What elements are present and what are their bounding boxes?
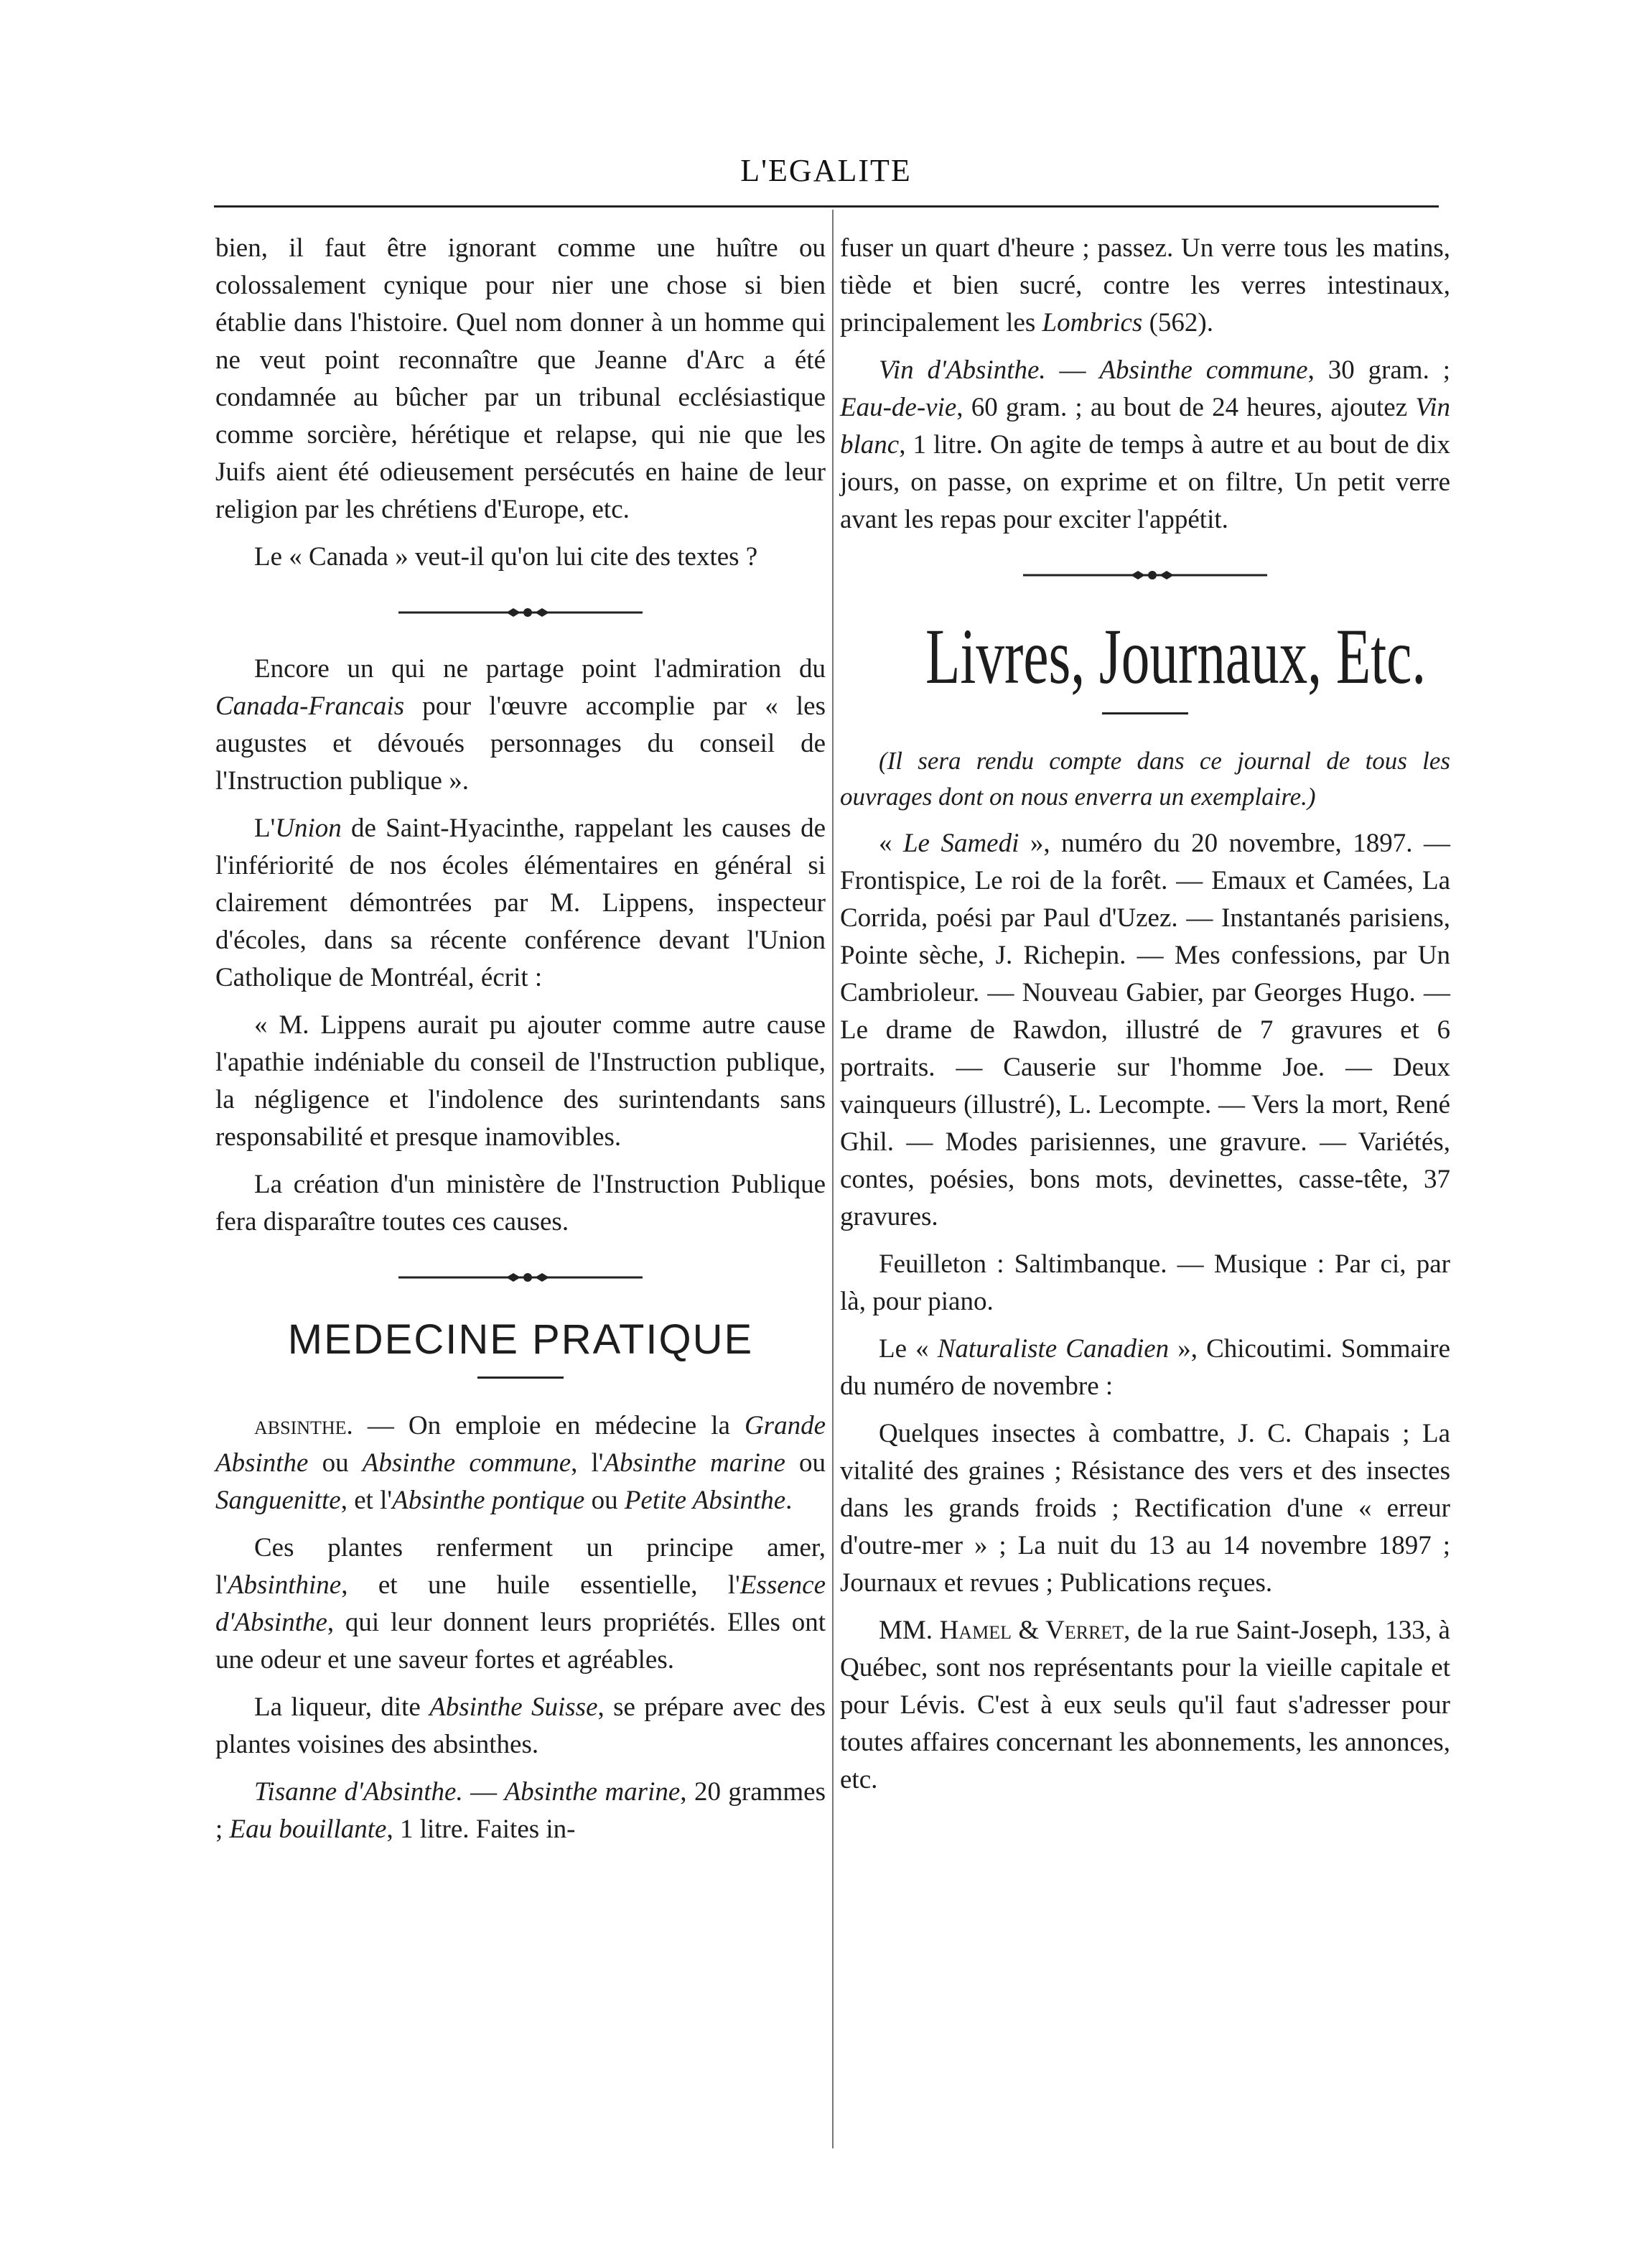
- paragraph-representants: MM. Hamel & Verret, de la rue Saint-Joseph, 133, à Québec, sont nos représentants pour la vieille capitale et pour Lévis. C'est à eux seuls qu'il faut s'adresser pour toutes affaires concernant les abonnements, les annonces, etc.: [840, 1616, 1451, 1794]
- paragraph-ministere: La création d'un ministère de l'Instruction Publique fera disparaître toutes ces causes.: [215, 1170, 826, 1236]
- paragraph-admiration: Encore un qui ne partage point l'admiration du Canada-Francais pour l'œuvre accomplie par « les augustes et dévoués personnages du conseil de l'Instruction publique ».: [215, 654, 826, 796]
- page-header-title: L'EGALITE: [740, 153, 912, 188]
- section-rule: [1102, 712, 1188, 714]
- section-title-livres: Livres, Journaux, Etc.: [925, 613, 1427, 700]
- ornament-divider-3: [1023, 564, 1267, 586]
- paragraph-le-samedi: « Le Samedi », numéro du 20 novembre, 1897. — Frontispice, Le roi de la forêt. — Emaux et Camées, La Corrida, poési par Paul d'Uzez. — Instantanés parisiens, Pointe sèche, J. Richepin. — Mes confessions, par Un Cambrioleur. — Nouveau Gabier, par Georges Hugo. — Le drame de Rawdon, illustré de 7 gravures et 6 portraits. — Causerie sur l'homme Joe. — Deux vainqueurs (illustré), L. Lecompte. — Vers la mort, René Ghil. — Modes parisiennes, une gravure. — Variétés, contes, poésies, bons mots, devinettes, casse-tête, 37 gravures.: [840, 829, 1450, 1231]
- paragraph-jeanne-darc: bien, il faut être ignorant comme une huître ou colossalement cynique pour nier une chose si bien établie dans l'histoire. Quel nom donner à un homme qui ne veut point reconnaître que Jeanne d'Arc a été condamnée au bûcher par un tribunal ecclésiastique comme sorcière, hérétique et relapse, qui nie que les Juifs aient été odieusement persécutés en haine de leur religion par les chrétiens d'Europe, etc.: [215, 233, 826, 524]
- paragraph-fuser: fuser un quart d'heure ; passez. Un verre tous les matins, tiède et bien sucré, contre les verres intestinaux, principalement les Lombrics (562).: [840, 233, 1450, 337]
- paragraph-vin-absinthe: Vin d'Absinthe. — Absinthe commune, 30 gram. ; Eau-de-vie, 60 gram. ; au bout de 24 heures, ajoutez Vin blanc, 1 litre. On agite de temps à autre et au bout de dix jours, on passe, on exprime et on filtre, Un petit verre avant les repas pour exciter l'appétit.: [840, 355, 1450, 534]
- paragraph-absinthe-principe: Ces plantes renferment un principe amer, l'Absinthine, et une huile essentielle, l'Essence d'Absinthe, qui leur donnent leurs propriétés. Elles ont une odeur et une saveur fortes et agréables.: [215, 1533, 826, 1675]
- review-notice: (Il sera rendu compte dans ce journal de tous les ouvrages dont on nous enverra un exemplaire.): [840, 747, 1450, 811]
- left-column: [215, 230, 826, 1858]
- paragraph-tisanne: Tisanne d'Absinthe. — Absinthe marine, 20 grammes ; Eau bouillante, 1 litre. Faites in-: [215, 1777, 826, 1844]
- paragraph-canada-question: Le « Canada » veut-il qu'on lui cite des textes ?: [254, 542, 758, 572]
- paragraph-liqueur: La liqueur, dite Absinthe Suisse, se prépare avec des plantes voisines des absinthes.: [215, 1692, 826, 1759]
- paragraph-feuilleton: Feuilleton : Saltimbanque. — Musique : Par ci, par là, pour piano.: [840, 1249, 1450, 1316]
- paragraph-lippens-quote: « M. Lippens aurait pu ajouter comme autre cause l'apathie indéniable du conseil de l'Instruction publique, la négligence et l'indolence des surintendants sans responsabilité et presque inamovibles.: [215, 1010, 826, 1152]
- paragraph-naturaliste: Le « Naturaliste Canadien », Chicoutimi. Sommaire du numéro de novembre :: [840, 1334, 1450, 1401]
- section-title-medecine: MEDECINE PRATIQUE: [287, 1316, 754, 1363]
- ornament-divider-1: [398, 602, 643, 623]
- section-rule: [477, 1377, 564, 1379]
- paragraph-union: L'Union de Saint-Hyacinthe, rappelant les causes de l'infériorité de nos écoles élémentaires en général si clairement démontrées par M. Lippens, inspecteur d'écoles, dans sa récente conférence devant l'Union Catholique de Montréal, écrit :: [215, 814, 826, 992]
- paragraph-absinthe-intro: absinthe. — On emploie en médecine la Grande Absinthe ou Absinthe commune, l'Absinthe marine ou Sanguenitte, et l'Absinthe pontique ou Petite Absinthe.: [215, 1411, 826, 1515]
- paragraph-sommaire: Quelques insectes à combattre, J. C. Chapais ; La vitalité des graines ; Résistance des vers et des insectes dans les grands froids ; Rectification d'une « erreur d'outre-mer » ; La nuit du 13 au 14 novembre 1897 ; Journaux et revues ; Publications reçues.: [840, 1419, 1450, 1598]
- right-column: [840, 230, 1450, 1809]
- header-rule: [214, 205, 1439, 208]
- column-divider: [832, 210, 834, 2148]
- ornament-divider-2: [398, 1267, 643, 1288]
